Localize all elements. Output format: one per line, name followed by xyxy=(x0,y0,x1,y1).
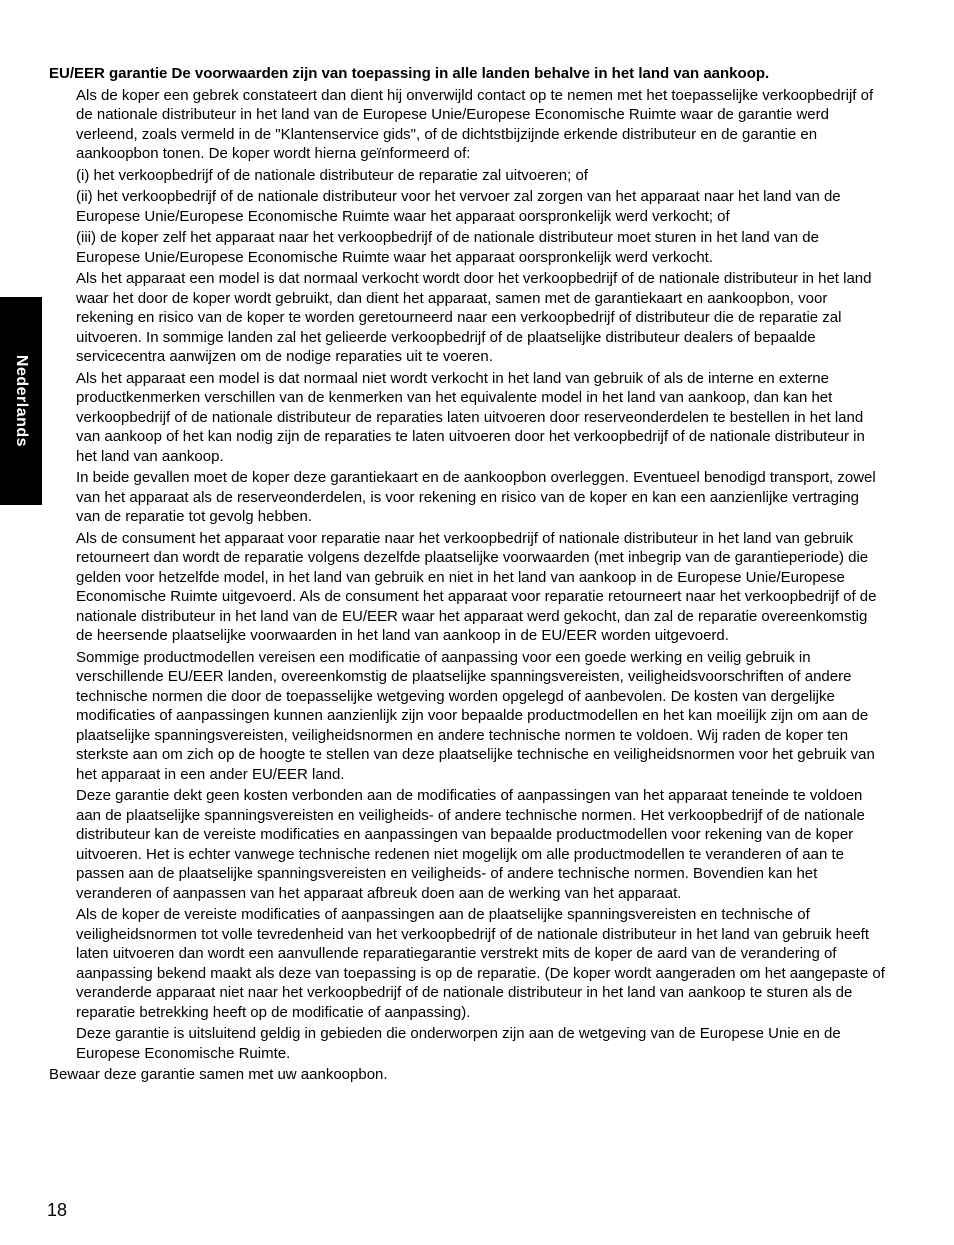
body-paragraph: Als het apparaat een model is dat normaal verkocht wordt door het verkoopbedrijf of de nationale distributeur in het land waar het door de koper wordt gebruikt, dan dient het apparaat, samen met de garantiekaart en aankoopbon, voor rekening en risico van de koper te worden geretourneerd naar een verkoopbedrijf of distributeur die de reparatie zal uitvoeren. In sommige landen zal het gelieerde verkoopbedrijf of de plaatselijke distributeur dealers of bepaalde servicecentra aanwijzen om de nodige reparaties uit te voeren. xyxy=(76,270,872,365)
language-side-tab xyxy=(0,297,42,505)
body-paragraph: In beide gevallen moet de koper deze garantiekaart en de aankoopbon overleggen. Eventueel benodigd transport, zowel van het apparaat als de reserveonderdelen, is voor rekening en risico van de koper en kan een aanzienlijke vertraging van de reparatie tot gevolg hebben. xyxy=(76,469,876,525)
closing-line: Bewaar deze garantie samen met uw aankoopbon. xyxy=(49,1066,388,1083)
section-heading: EU/EER garantie De voorwaarden zijn van toepassing in alle landen behalve in het land van aankoop. xyxy=(49,65,770,82)
body-paragraph: Sommige productmodellen vereisen een modificatie of aanpassing voor een goede werking en veilig gebruik in verschillende EU/EER landen, overeenkomstig de plaatselijke spanningsvereisten, veiligheidsvoorschriften of andere technische normen die door de toepasselijke wetgeving worden opgelegd of aanbevolen. De kosten van dergelijke modificaties of aanpassingen kunnen aanzienlijk zijn voor bepaalde productmodellen en het kan moeilijk zijn om aan de plaatselijke spanningsvereisten, veiligheidsnormen en andere technische normen te voldoen. Wij raden de koper ten sterkste aan om zich op de hoogte te stellen van deze plaatselijke technische en veiligheidsnormen voor het gebruik van het apparaat in een ander EU/EER land. xyxy=(76,648,875,783)
body-paragraph: Als het apparaat een model is dat normaal niet wordt verkocht in het land van gebruik of als de interne en externe productkenmerken verschillen van de kenmerken van het equivalente model in het land van aankoop, dan kan het verkoopbedrijf of de nationale distributeur de reparaties laten uitvoeren door reserveonderdelen te bestellen in het land van aankoop of het kan nodig zijn de reparaties te laten uitvoeren door het verkoopbedrijf of de nationale distributeur in het land van aankoop. xyxy=(76,369,865,465)
body-paragraph: Deze garantie dekt geen kosten verbonden aan de modificaties of aanpassingen van het apparaat teneinde te voldoen aan de plaatselijke spanningsvereisten en veiligheids- of andere technische normen. Het verkoopbedrijf of de nationale distributeur kan de vereiste modificaties en aanpassingen van bepaalde productmodellen voor rekening van de koper uitvoeren. Het is echter vanwege technische redenen niet mogelijk om alle productmodellen te veranderen of aan te passen aan de plaatselijke spanningsvereisten en veiligheids- of andere technische normen. Bovendien kan het veranderen of aanpassen van het apparaat afbreuk doen aan de werking van het apparaat. xyxy=(76,787,865,902)
language-tab-label: Nederlands xyxy=(13,354,30,448)
body-paragraph: Als de consument het apparaat voor reparatie naar het verkoopbedrijf of nationale distributeur in het land van gebruik retourneert dan wordt de reparatie volgens dezelfde plaatselijke voorwaarden (met inbegrip van de garantieperiode) die gelden voor hetzelfde model, in het land van gebruik en niet in het land van aankoop in de Europese Unie/Europese Economische Ruimte uitgevoerd. Als de consument het apparaat voor reparatie retourneert naar het verkoopbedrijf of de nationale distributeur in het land van de EU/EER waar het apparaat werd gekocht, dan zal de reparatie overeenkomstig de heersende plaatselijke voorwaarden in het land van aankoop in de EU/EER worden uitgevoerd. xyxy=(76,529,877,644)
intro-paragraph: Als de koper een gebrek constateert dan dient hij onverwijld contact op te nemen met het toepasselijke verkoopbedrijf of de nationale distributeur in het land van de Europese Unie/Europese Economische Ruimte waar de garantie werd verleend, zoals vermeld in de "Klantenservice gids", of de dichtstbijzijnde erkende distributeur en de garantie en aankoopbon tonen. De koper wordt hierna geïnformeerd of: xyxy=(76,86,874,162)
page-number: 18 xyxy=(47,1200,68,1220)
list-item: (ii) het verkoopbedrijf of de nationale distributeur voor het vervoer zal zorgen van het apparaat naar het land van de Europese Unie/Europese Economische Ruimte waar het apparaat oorspronkelijk werd verkocht; of xyxy=(76,188,841,225)
list-item: (i) het verkoopbedrijf of de nationale distributeur de reparatie zal uitvoeren; of xyxy=(76,166,588,184)
body-paragraph: Als de koper de vereiste modificaties of aanpassingen aan de plaatselijke spanningsvereisten en technische of veiligheidsnormen tot volle tevredenheid van het verkoopbedrijf of de nationale distributeur in het land van gebruik heeft laten uitvoeren dan wordt een aanvullende reparatiegarantie verstrekt mits de koper de aard van de verandering of aanpassing bekend maakt als deze van toepassing is op de reparatie. (De koper wordt aangeraden om het aangepaste of veranderde apparaat niet naar het verkoopbedrijf of de nationale distributeur in het land van aankoop te sturen als de reparatie betrekking heeft op de modificatie of aanpassing). xyxy=(76,906,885,1021)
document-body xyxy=(49,64,885,1085)
list-item: (iii) de koper zelf het apparaat naar het verkoopbedrijf of de nationale distributeur moet sturen in het land van de Europese Unie/Europese Economische Ruimte waar het apparaat oorspronkelijk werd verkocht. xyxy=(76,229,819,266)
body-paragraph: Deze garantie is uitsluitend geldig in gebieden die onderworpen zijn aan de wetgeving van de Europese Unie en de Europese Economische Ruimte. xyxy=(76,1025,841,1062)
